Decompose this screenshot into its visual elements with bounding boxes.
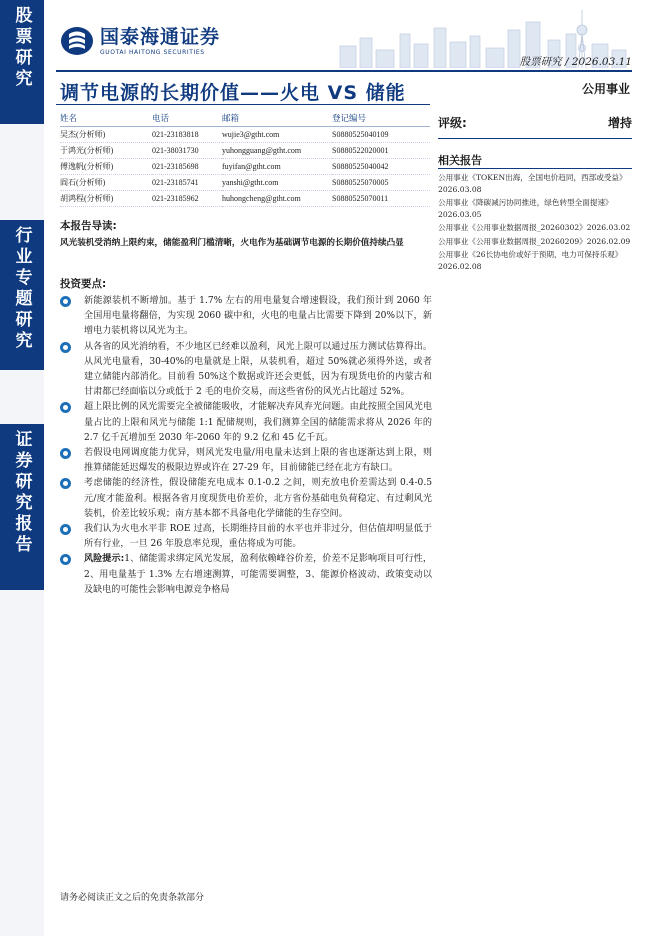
related-report-link[interactable]: 公用事业《26长协电价或好于预期，电力可保持乐观》2026.02.08 xyxy=(438,250,623,271)
analyst-registration: S0880525040042 xyxy=(332,159,430,175)
analyst-name: 阎石(分析师) xyxy=(60,175,152,191)
point-text: 我们认为火电水平非 ROE 过高，长期维持目前的水平也并非过分，但估值却明显低于所有行业，一旦 26 年股息率兑现，重估将成为可能。 xyxy=(84,524,432,550)
rating-label: 评级: xyxy=(438,116,467,130)
logo-chinese-name: 国泰海通证券 xyxy=(100,25,221,48)
rating-value: 增持 xyxy=(607,116,632,130)
table-row xyxy=(60,143,430,159)
related-report-link[interactable]: 公用事业《公用事业数据周报_20260209》2026.02.09 xyxy=(438,236,631,246)
table-row xyxy=(60,159,430,175)
analyst-phone: 021-23185741 xyxy=(152,175,222,191)
rating-row xyxy=(438,114,632,131)
key-points-list xyxy=(60,294,432,598)
column-header: 登记编号 xyxy=(332,110,430,127)
list-item xyxy=(60,446,432,476)
bullet-icon xyxy=(60,478,71,489)
rating-divider xyxy=(438,138,632,139)
analyst-email[interactable]: fuyifan@gtht.com xyxy=(222,159,332,175)
analyst-registration: S0880525070011 xyxy=(332,191,430,207)
bullet-icon xyxy=(60,448,71,459)
side-section-securities-report xyxy=(0,424,44,590)
analyst-email[interactable]: yanshi@gtht.com xyxy=(222,175,332,191)
side-gap xyxy=(0,124,44,220)
analyst-registration: S0880522020001 xyxy=(332,143,430,159)
bullet-icon xyxy=(60,342,71,353)
analyst-email[interactable]: wujie3@gtht.com xyxy=(222,127,332,143)
column-header: 邮箱 xyxy=(222,110,332,127)
key-points-heading: 投资要点: xyxy=(60,278,107,290)
list-item xyxy=(60,476,432,522)
side-section-label: 股票研究 xyxy=(11,6,32,90)
list-item xyxy=(60,400,432,446)
related-report-link[interactable]: 公用事业《降碳减污协同推进，绿色转型全面提速》2026.03.05 xyxy=(438,198,613,219)
bullet-icon xyxy=(60,524,71,535)
related-reports-list xyxy=(438,172,632,274)
column-header: 姓名 xyxy=(60,110,152,127)
side-section-label: 行业专题研究 xyxy=(11,226,32,352)
analyst-email[interactable]: yuhongguang@gtht.com xyxy=(222,143,332,159)
side-section-stock-research xyxy=(0,0,44,124)
guide-summary: 风光装机受消纳上限约束，储能盈利门槛清晰，火电作为基础调节电源的长期价值持续凸显 xyxy=(60,238,404,248)
analyst-table xyxy=(60,110,430,207)
risk-item xyxy=(60,552,432,598)
table-row xyxy=(60,175,430,191)
related-divider xyxy=(438,168,632,169)
column-header: 电话 xyxy=(152,110,222,127)
guide-heading: 本报告导读: xyxy=(60,220,117,232)
analyst-table-header xyxy=(60,110,430,127)
analyst-phone: 021-23185962 xyxy=(152,191,222,207)
side-section-label: 证券研究报告 xyxy=(11,430,32,556)
point-text: 超上限比例的风光需要完全被储能吸收，才能解决弃风弃光问题。由此按照全国风光电量占比的上限和风光与储能 1:1 配储规则，我们测算全国的储能需求将从 2026 年的 2.7 亿千瓦增加至 2030 年-2060 年的 9.2 亿和 45 亿千瓦。 xyxy=(84,402,432,443)
report-title: 调节电源的长期价值——火电 VS 储能 xyxy=(60,82,406,104)
list-item xyxy=(60,340,432,401)
industry-label: 公用事业 xyxy=(581,82,630,96)
point-text: 若假设电网调度能力优异，则风光发电量/用电量未达到上限的省也逐渐达到上限，则推算储能延迟爆发的极限边界或许在 27-29 年，目前储能已经在北方有缺口。 xyxy=(84,448,432,474)
table-row xyxy=(60,127,430,143)
disclaimer-footer: 请务必阅读正文之后的免责条款部分 xyxy=(60,893,205,903)
related-report-link[interactable]: 公用事业《公用事业数据周报_20260302》2026.03.02 xyxy=(438,223,631,232)
logo-mark-icon xyxy=(60,26,94,56)
header-divider xyxy=(56,70,632,72)
analyst-registration: S0880525040109 xyxy=(332,127,430,143)
list-item xyxy=(60,294,432,340)
table-row xyxy=(60,191,430,207)
related-reports-title: 相关报告 xyxy=(438,154,482,167)
bullet-icon xyxy=(60,296,71,307)
risk-label: 风险提示: xyxy=(84,554,125,565)
side-band xyxy=(0,0,44,936)
analyst-name: 于鸿光(分析师) xyxy=(60,143,152,159)
list-item xyxy=(60,522,432,552)
side-gap xyxy=(0,370,44,424)
analyst-phone: 021-23185698 xyxy=(152,159,222,175)
risk-text: 1、储能需求绑定风光发展，盈利依赖峰谷价差，价差不足影响项目可行性，2、用电量基于 1.3% 左右增速测算，可能需要调整，3、能源价格波动、政策变动以及缺电的可能性会影响电源竞争格局 xyxy=(84,554,432,595)
logo-english-name: GUOTAI HAITONG SECURITIES xyxy=(100,48,205,56)
side-gap xyxy=(0,590,44,936)
analyst-name: 胡鸿程(分析师) xyxy=(60,191,152,207)
side-section-topic-research xyxy=(0,220,44,370)
analyst-phone: 021-38031730 xyxy=(152,143,222,159)
bullet-icon xyxy=(60,554,71,565)
point-text: 从各省的风光消纳看，不少地区已经难以盈利，风光上限可以通过压力测试估算得出。从风光电量看，30-40%的电量就是上限，从装机看，超过 50%就必须得外送，或者建立储能内部消化。目前看 50%这个数据或许还会更低，因为有现货电价的内蒙古和甘肃都已经面临以分或低于 2 毛的电价交易，而这些省份的风光占比超过 52%。 xyxy=(84,341,432,398)
analyst-name: 傅逸帆(分析师) xyxy=(60,159,152,175)
point-text: 考虑储能的经济性，假设储能充电成本 0.1-0.2 之间，则充放电价差需达到 0.4-0.5 元/度才能盈利。根据各省月度现货电价差价，北方省份基础电负荷稳定、有过剩风光装机，价差比较乐观；南方基本都不具备电化学储能的生存空间。 xyxy=(84,478,432,519)
title-divider xyxy=(56,104,430,105)
company-logo xyxy=(60,26,220,56)
analyst-name: 吴杰(分析师) xyxy=(60,127,152,143)
bullet-icon xyxy=(60,402,71,413)
related-report-link[interactable]: 公用事业《TOKEN出海，全国电价趋同，西部或受益》2026.03.08 xyxy=(438,173,627,194)
analyst-phone: 021-23183818 xyxy=(152,127,222,143)
report-type-date: 股票研究 / 2026.03.11 xyxy=(519,56,632,68)
analyst-email[interactable]: huhongcheng@gtht.com xyxy=(222,191,332,207)
point-text: 新能源装机不断增加。基于 1.7% 左右的用电量复合增速假设，我们预计到 2060 年全国用电量将翻倍，为实现 2060 碳中和，火电的电量占比需要下降到 20%以下，新增电力装机将以风光为主。 xyxy=(84,296,432,337)
analyst-registration: S0880525070005 xyxy=(332,175,430,191)
